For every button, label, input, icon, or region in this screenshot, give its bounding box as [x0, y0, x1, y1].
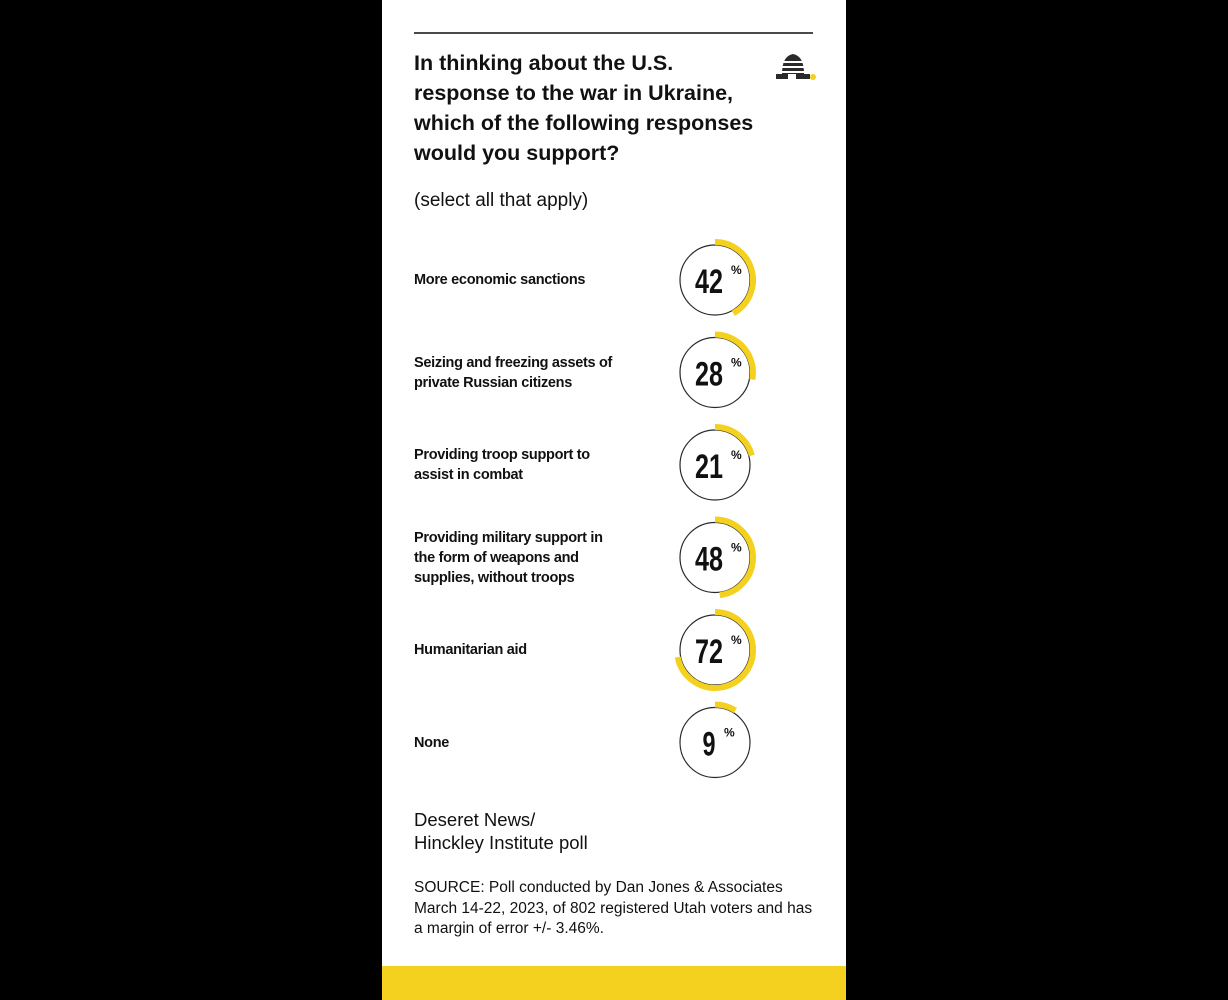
value-label: 72: [695, 633, 723, 671]
response-label: None: [414, 734, 450, 751]
response-label: Providing troop support to assist in combat: [414, 447, 590, 483]
chart-title: In thinking about the U.S. response to the war in Ukraine, which of the following responses would you support?: [414, 51, 754, 165]
response-label: More economic sanctions: [414, 272, 586, 288]
credit-line-2: Hinckley Institute poll: [414, 832, 588, 853]
value-label: 42: [695, 263, 723, 301]
value-label: 48: [695, 540, 723, 579]
percent-sign: %: [731, 263, 742, 277]
response-label: Humanitarian aid: [414, 642, 527, 658]
top-divider: [414, 32, 813, 34]
value-label: 9: [702, 725, 716, 764]
percent-sign: %: [724, 725, 735, 740]
value-label: 21: [695, 448, 723, 486]
beehive-logo-icon: [774, 52, 816, 82]
response-label: Providing military support in the form of weapons and supplies, without troops: [414, 529, 603, 586]
percent-sign: %: [731, 540, 742, 555]
donut-chart: [382, 230, 846, 790]
infographic-panel: [382, 0, 846, 1000]
source-note: SOURCE: Poll conducted by Dan Jones & Associates March 14-22, 2023, of 802 registered Utah voters and has a margin of error +/- 3.46%.: [414, 879, 813, 937]
footer-accent-bar: [382, 966, 846, 1000]
donut-rings: [382, 230, 846, 790]
response-label: Seizing and freezing assets of private Russian citizens: [414, 354, 613, 391]
credit-line-1: Deseret News/: [414, 809, 536, 830]
value-label: 28: [695, 355, 723, 394]
percent-sign: %: [731, 355, 742, 370]
percent-sign: %: [731, 448, 742, 462]
percent-sign: %: [731, 633, 742, 647]
poll-credit: [414, 808, 588, 854]
select-all-note: (select all that apply): [414, 190, 589, 211]
